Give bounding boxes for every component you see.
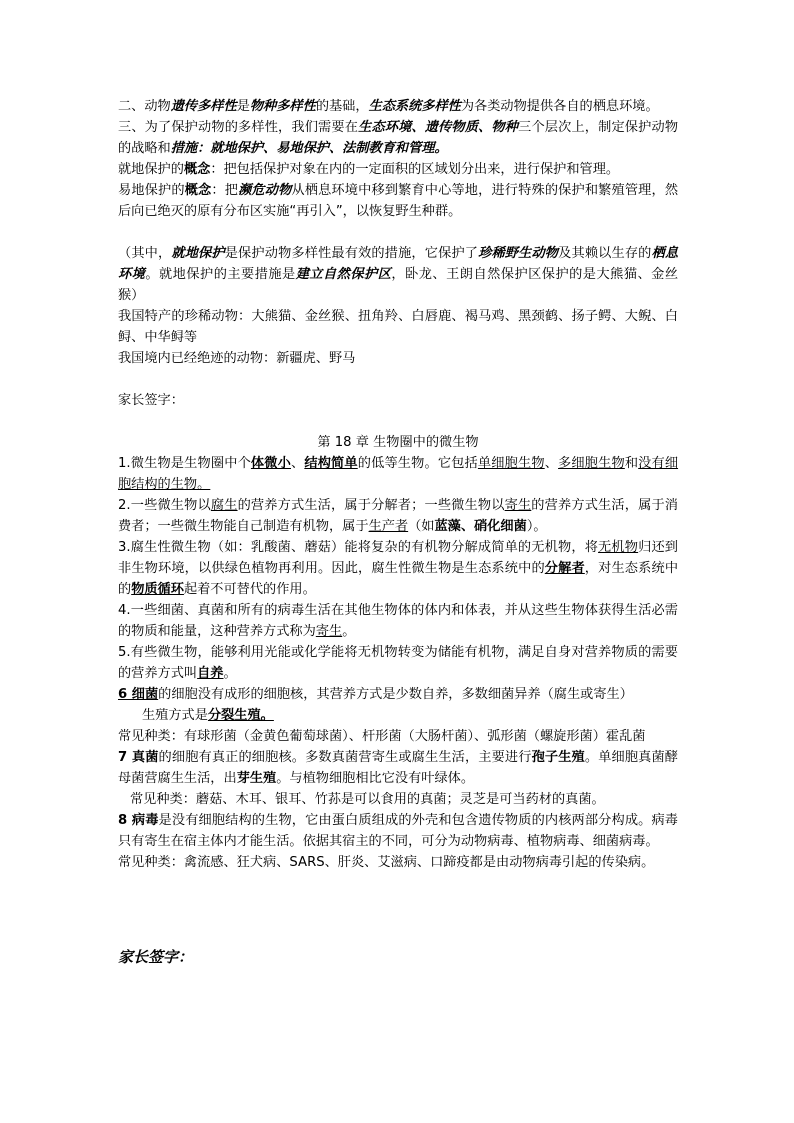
emphasis: 生态系统多样性 — [368, 99, 461, 114]
text: 是没有细胞结构的生物，它由蛋白质组成的外壳和包含遗传物质的内核两部分构成。病毒只有寄生在宿主体内才能生活。依据其宿主的不同，可分为动物病毒、植物病毒、细菌病毒。 — [118, 813, 678, 849]
parent-signature-label: 家长签字： — [118, 393, 184, 408]
emphasis: 寄生 — [315, 624, 343, 639]
emphasis: 物质循环 — [131, 582, 184, 597]
emphasis: 没有细胞结构的生物。 — [118, 456, 679, 492]
paragraph-in-situ — [118, 159, 678, 180]
text: 1. — [118, 456, 131, 471]
emphasis: 概念 — [184, 183, 212, 198]
text: ，对生态系统中的 — [118, 561, 679, 597]
emphasis: 物种多样性 — [249, 99, 316, 114]
emphasis: 芽生殖 — [236, 771, 277, 786]
emphasis: 分解者 — [544, 561, 585, 576]
text: ）。 — [526, 519, 547, 534]
emphasis: 概念 — [183, 162, 211, 177]
paragraph-nutrition-modes — [118, 495, 678, 537]
spacer — [118, 369, 678, 390]
paragraph-bacteria-types: 常见种类：有球形菌（金黄色葡萄球菌）、杆形菌（大肠杆菌）、弧形菌（螺旋形菌）霍乱菌 — [118, 729, 646, 744]
text: 从栖息环境中移到繁育中心等地，进行特殊的保护和繁殖管理，然后向已绝灭的原有分布区实施“再引入”，以恢复野生种群。 — [118, 183, 679, 219]
text: 三个层次上，制定保护动物的战略和 — [118, 120, 679, 156]
text: 。与植物细胞相比它没有叶绿体。 — [276, 771, 475, 786]
emphasis: 7 真菌 — [118, 750, 159, 765]
text: 微生物是生物圈中个 — [130, 456, 251, 471]
parent-signature-label-bottom: 家长签字： — [118, 948, 194, 966]
text: 4.一些细菌、真菌和所有的病毒生活在其他生物体的体内和体表，并从这些生物体获得生活必需的物质和能量，这种营养方式称为 — [118, 603, 678, 639]
paragraph-bacteria — [118, 684, 678, 705]
text: 起着不可替代的作用。 — [183, 582, 316, 597]
paragraph-saprophytes — [118, 537, 678, 600]
paragraph-viruses — [118, 810, 678, 852]
emphasis: 6 细菌 — [118, 687, 159, 702]
text: 归还到非生物环境，以供绿色植物再利用。因此，腐生性微生物是生态系统中的 — [118, 540, 678, 576]
text: 为各类动物提供各自的栖息环境。 — [460, 99, 659, 114]
emphasis: 珍稀野生动物 — [478, 246, 559, 261]
emphasis: 8 病毒 — [118, 813, 159, 828]
paragraph-genetic-diversity — [118, 96, 678, 117]
emphasis: 濒危动物 — [238, 183, 292, 198]
chapter-title: 第 18 章 生物圈中的微生物 — [317, 435, 479, 450]
emphasis: 蓝藻、硝化细菌 — [434, 519, 527, 534]
paragraph-protection-levels — [118, 117, 678, 159]
text: 生殖方式是 — [142, 708, 208, 723]
paragraph-virus-types: 常见种类：禽流感、狂犬病、SARS、肝炎、艾滋病、口蹄疫都是由动物病毒引起的传染病。 — [118, 855, 655, 870]
text: 的细胞有真正的细胞核。多数真菌营寄生或腐生生活，主要进行 — [158, 750, 532, 765]
text: 的低等生物。它包括 — [357, 456, 478, 471]
text: 和 — [624, 456, 639, 471]
text: 二、动物 — [118, 99, 171, 114]
paragraph-parasitism — [118, 600, 678, 642]
document-body — [118, 96, 678, 873]
paragraph-ex-situ — [118, 180, 678, 222]
text: 三、为了保护动物的多样性，我们需要在 — [118, 120, 359, 135]
text: 3.腐生性微生物（如：乳酸菌、蘑菇）能将复杂的有机物分解成简单的无机物，将 — [118, 540, 599, 555]
emphasis: 寄生 — [504, 498, 532, 513]
emphasis: 措施：就地保护、易地保护、法制教育和管理。 — [170, 141, 448, 156]
paragraph-bacteria-reproduction — [118, 705, 678, 726]
paragraph-fungi-types: 常见种类：蘑菇、木耳、银耳、竹荪是可以食用的真菌；灵芝是可当药材的真菌。 — [130, 792, 605, 807]
emphasis: 单细胞生物 — [477, 456, 545, 471]
emphasis: 建立自然保护区 — [295, 267, 392, 282]
emphasis: 腐生 — [210, 498, 238, 513]
text: 5.有些微生物，能够利用光能或化学能将无机物转变为储能有机物，满足自身对营养物质的需要的营养方式叫 — [118, 645, 678, 681]
paragraph-in-situ-note — [118, 243, 678, 306]
spacer — [118, 411, 678, 432]
text: 的营养方式生活，属于分解者；一些微生物以 — [237, 498, 505, 513]
paragraph-autotrophy — [118, 642, 678, 684]
text: 是 — [236, 99, 250, 114]
text: （如 — [408, 519, 435, 534]
text: 易地保护的 — [118, 183, 185, 198]
paragraph-microbe-definition — [118, 453, 678, 495]
text: 的基础， — [315, 99, 369, 114]
emphasis: 多细胞生物 — [558, 456, 625, 471]
emphasis: 分裂生殖。 — [207, 708, 274, 723]
text: 。 — [342, 624, 356, 639]
text: ：把包括保护对象在内的一定面积的区域划分出来，进行保护和管理。 — [210, 162, 620, 177]
text: 的细胞没有成形的细胞核，其营养方式是少数自养，多数细菌异养（腐生或寄生） — [158, 687, 633, 702]
paragraph-rare-animals: 我国特产的珍稀动物：大熊猫、金丝猴、扭角羚、白唇鹿、褐马鸡、黑颈鹤、扬子鳄、大鲵、白鲟、中华鲟等 — [118, 309, 678, 345]
spacer — [118, 222, 678, 243]
text: （其中， — [118, 246, 172, 261]
text: ，卧龙、王朗自然保护区保护的是大熊猫、金丝猴） — [118, 267, 679, 303]
text: 。单细胞真菌酵母菌营腐生生活，出 — [118, 750, 678, 786]
text: 2.一些微生物以 — [118, 498, 211, 513]
text: 及其赖以生存的 — [558, 246, 652, 261]
emphasis: 栖息环境 — [118, 246, 679, 282]
paragraph-fungi — [118, 747, 678, 789]
emphasis: 体微小 — [250, 456, 291, 471]
text: 、 — [544, 456, 559, 471]
emphasis: 结构简单 — [304, 456, 358, 471]
emphasis: 遗传多样性 — [170, 99, 237, 114]
text: 、 — [290, 456, 305, 471]
text: 。就地保护的主要措施是 — [145, 267, 296, 282]
text: 。 — [223, 666, 237, 681]
emphasis: 就地保护 — [171, 246, 225, 261]
text: 的营养方式生活，属于消费者；一些微生物能自己制造有机物，属于 — [118, 498, 678, 534]
paragraph-extinct-animals: 我国境内已经绝迹的动物：新疆虎、野马 — [118, 351, 356, 366]
emphasis: 自养 — [197, 666, 224, 681]
text: 是保护动物多样性最有效的措施，它保护了 — [224, 246, 479, 261]
emphasis: 生态环境、遗传物质、物种 — [358, 120, 519, 135]
emphasis: 生产者 — [368, 519, 409, 534]
text: 就地保护的 — [118, 162, 184, 177]
emphasis: 孢子生殖 — [531, 750, 585, 765]
emphasis: 无机物 — [598, 540, 639, 555]
text: ：把 — [211, 183, 239, 198]
